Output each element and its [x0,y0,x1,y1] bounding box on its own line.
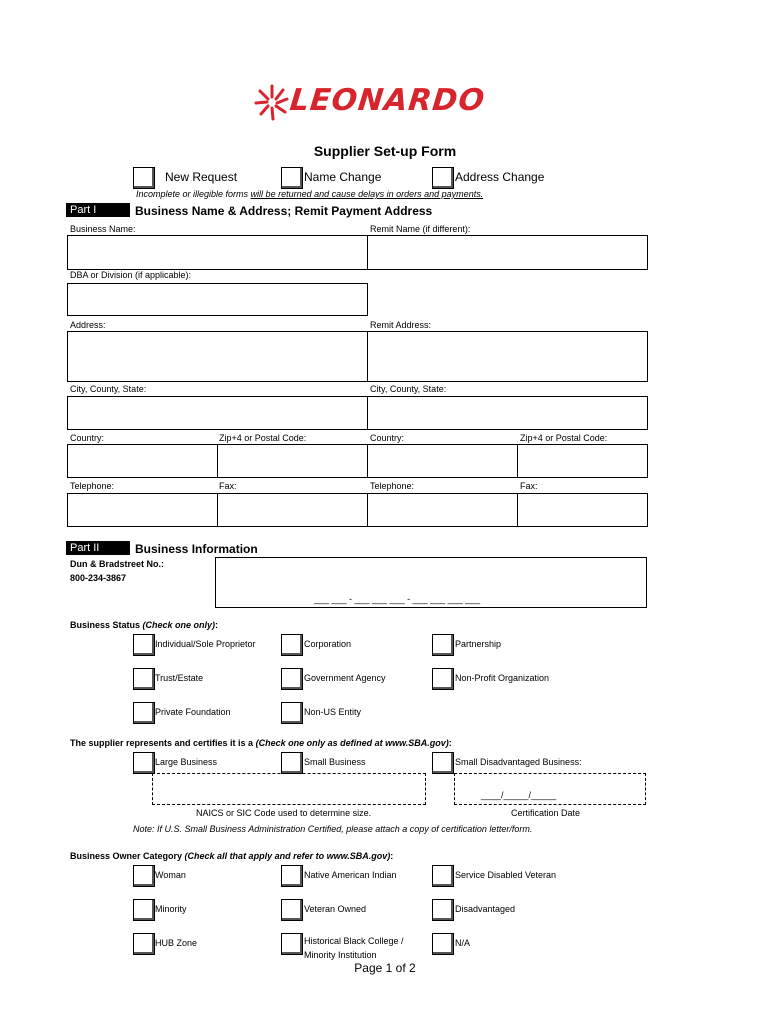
business-status-label: Business Status (Check one only): [70,620,219,630]
veteran-owned-checkbox[interactable] [281,899,303,921]
small-disadvantaged-checkbox[interactable] [432,752,454,774]
hbcu-checkbox[interactable] [281,933,303,955]
small-business-checkbox[interactable] [281,752,303,774]
large-business-checkbox[interactable] [133,752,155,774]
hub-zone-checkbox[interactable] [133,933,155,955]
large-business-label: Large Business [155,757,218,767]
service-disabled-veteran-label: Service Disabled Veteran [455,870,557,880]
hbcu-label-line2: Minority Institution [304,950,377,960]
dba-label: DBA or Division (if applicable): [70,270,192,280]
new-request-label: New Request [165,170,238,184]
partnership-label: Partnership [455,639,502,649]
private-foundation-checkbox[interactable] [133,702,155,724]
city-label: City, County, State: [70,384,147,394]
small-business-label: Small Business [304,757,366,767]
remit-name-label: Remit Name (if different): [370,224,471,234]
disadvantaged-checkbox[interactable] [432,899,454,921]
name-change-checkbox[interactable] [281,167,303,189]
address-change-label: Address Change [455,170,545,184]
woman-checkbox[interactable] [133,865,155,887]
certify-label: The supplier represents and certifies it is a (Check one only as defined at www.SBA.gov): [70,738,452,748]
part2-heading: Business Information [135,542,258,556]
business-name-field[interactable] [67,235,368,270]
individual-label: Individual/Sole Proprietor [155,639,256,649]
country-field[interactable] [67,444,218,478]
remit-address-field[interactable] [367,331,648,382]
address-label: Address: [70,320,106,330]
cert-date-label: Certification Date [511,808,581,818]
dba-field[interactable] [67,283,368,316]
part1-heading: Business Name & Address; Remit Payment Address [135,204,433,218]
cert-date-mask: ____/_____/_____ [481,790,557,800]
nonprofit-checkbox[interactable] [432,668,454,690]
remit-country-label: Country: [370,433,405,443]
na-label: N/A [455,938,471,948]
disadvantaged-label: Disadvantaged [455,904,516,914]
corporation-checkbox[interactable] [281,634,303,656]
hbcu-label: Historical Black College / [304,936,404,946]
veteran-owned-label: Veteran Owned [304,904,367,914]
remit-city-field[interactable] [367,396,648,430]
remit-zip-field[interactable] [517,444,648,478]
remit-name-field[interactable] [367,235,648,270]
duns-label: Dun & Bradstreet No.: [70,559,165,569]
naics-field[interactable] [152,773,426,805]
page-number: Page 1 of 2 [354,961,416,975]
form-title: Supplier Set-up Form [313,143,457,159]
duns-phone: 800-234-3867 [70,573,127,583]
na-checkbox[interactable] [432,933,454,955]
remit-telephone-label: Telephone: [370,481,415,491]
warning-text: Incomplete or illegible forms will be returned and cause delays in orders and payments. [136,189,484,199]
minority-label: Minority [155,904,187,914]
part2-label: Part II [66,541,130,555]
partnership-checkbox[interactable] [432,634,454,656]
duns-mask: ___ ___ - ___ ___ ___ - ___ ___ ___ ___ [314,594,481,604]
zip-label: Zip+4 or Postal Code: [219,433,307,443]
minority-checkbox[interactable] [133,899,155,921]
corporation-label: Corporation [304,639,352,649]
hub-zone-label: HUB Zone [155,938,198,948]
zip-field[interactable] [217,444,368,478]
telephone-field[interactable] [67,493,218,527]
new-request-checkbox[interactable] [133,167,155,189]
remit-country-field[interactable] [367,444,518,478]
country-label: Country: [70,433,105,443]
name-change-label: Name Change [304,170,382,184]
non-us-label: Non-US Entity [304,707,362,717]
individual-checkbox[interactable] [133,634,155,656]
native-american-label: Native American Indian [304,870,397,880]
fax-label: Fax: [219,481,237,491]
address-change-checkbox[interactable] [432,167,454,189]
trust-label: Trust/Estate [155,673,204,683]
address-field[interactable] [67,331,368,382]
trust-checkbox[interactable] [133,668,155,690]
remit-fax-label: Fax: [520,481,538,491]
private-foundation-label: Private Foundation [155,707,231,717]
owner-category-label: Business Owner Category (Check all that apply and refer to www.SBA.gov): [70,851,394,861]
telephone-label: Telephone: [70,481,115,491]
service-disabled-veteran-checkbox[interactable] [432,865,454,887]
remit-fax-field[interactable] [517,493,648,527]
naics-label: NAICS or SIC Code used to determine size. [196,808,372,818]
sba-note: Note: If U.S. Small Business Administration Certified, please attach a copy of certification letter/form. [133,824,533,834]
government-label: Government Agency [304,673,386,683]
fax-field[interactable] [217,493,368,527]
part1-label: Part I [66,203,130,217]
certification-date-field[interactable] [454,773,646,805]
remit-city-label: City, County, State: [370,384,447,394]
woman-label: Woman [155,870,186,880]
city-field[interactable] [67,396,368,430]
logo-wordmark: LEONARDO [288,83,487,118]
remit-address-label: Remit Address: [370,320,432,330]
native-american-checkbox[interactable] [281,865,303,887]
government-checkbox[interactable] [281,668,303,690]
non-us-checkbox[interactable] [281,702,303,724]
remit-zip-label: Zip+4 or Postal Code: [520,433,608,443]
nonprofit-label: Non-Profit Organization [455,673,550,683]
small-disadvantaged-label: Small Disadvantaged Business: [455,757,582,767]
remit-telephone-field[interactable] [367,493,518,527]
business-name-label: Business Name: [70,224,136,234]
